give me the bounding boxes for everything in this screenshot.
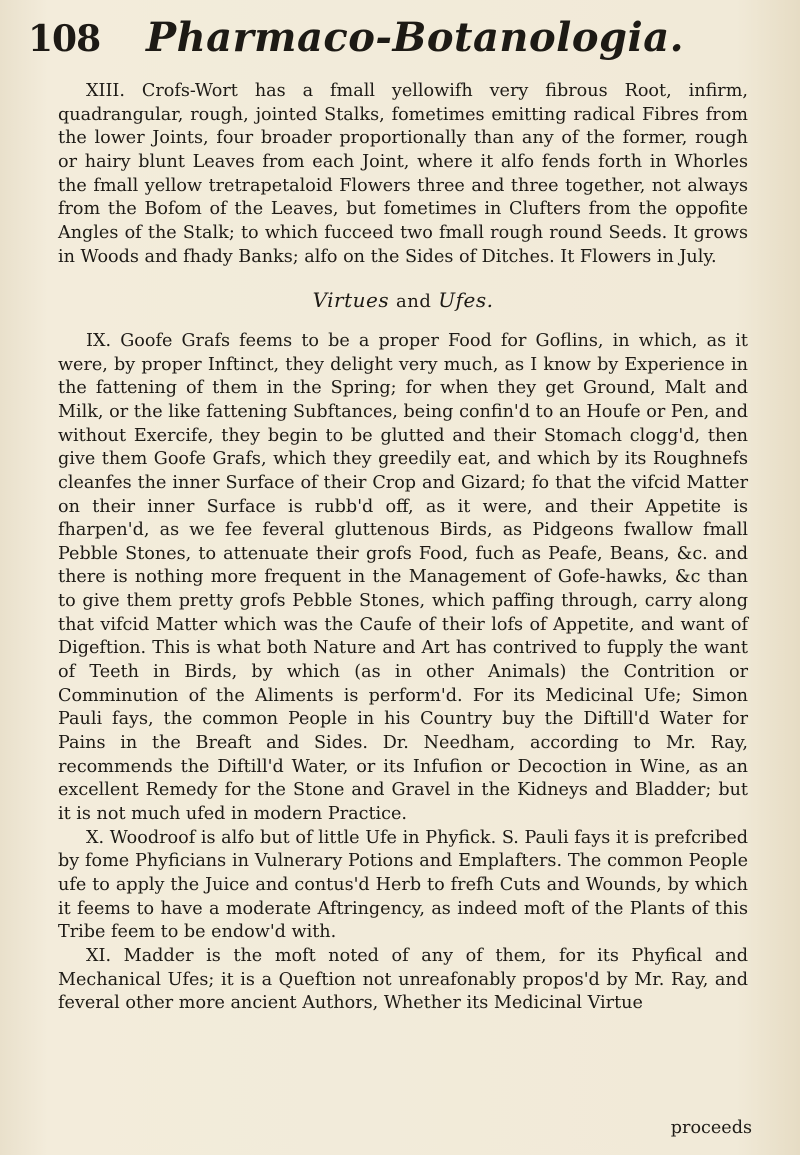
heading-uses: Ufes. (438, 288, 494, 313)
running-title: Pharmaco-Botanologia. (146, 14, 685, 61)
paragraph-xiii-crosswort: XIII. Crofs-Wort has a fmall yellowifh very fibrous Root, infirm, quadrangular, rough, jointed Stalks, fometimes emitting radical Fibres from the lower Joints, four broader proportionally than any of the former, rough or hairy blunt Leaves from each Joint, where it alfo fends forth in Whorles the fmall yellow tretrapetaloid Flowers three and three together, not always from the Bofom of the Leaves, but fometimes in Clufters from the oppofite Angles of the Stalk; to which fucceed two fmall rough round Seeds. It grows in Woods and fhady Banks; alfo on the Sides of Ditches. It Flowers in July. (58, 81, 748, 267)
catchword: proceeds (670, 1118, 752, 1138)
paragraph-xi-madder: XI. Madder is the moft noted of any of them, for its Phyfical and Mechanical Ufes; it is a Queftion not unreafonably propos'd by Mr. Ray, and feveral other more ancient Authors, Whether its Medicinal Virtue (58, 945, 748, 1014)
page-header (28, 14, 768, 64)
paragraph-ix-goose-grass: IX. Goofe Grafs feems to be a proper Food for Goflins, in which, as it were, by proper Inftinct, they delight very much, as I know by Experience in the fattening of them in the Spring; for when they get Ground, Malt and Milk, or the like fattening Subftances, being confin'd to an Houfe or Pen, and without Exercife, they begin to be glutted and their Stomach clogg'd, then give them Goofe Grafs, which they greedily eat, and which by its Roughnefs cleanfes the inner Surface of their Crop and Gizard; fo that the vifcid Matter on their inner Surface is rubb'd off, as it were, and their Appetite is fharpen'd, as we fee feveral gluttenous Birds, as Pidgeons fwallow fmall Pebble Stones, to attenuate their grofs Food, fuch as Peafe, Beans, &c. and there is nothing more frequent in the Management of Gofe-hawks, &c than to give them pretty grofs Pebble Stones, which paffing through, carry along that vifcid Matter which was the Caufe of their lofs of Appetite, and want of Digeftion. This is what both Nature and Art has contrived to fupply the want of Teeth in Birds, by which (as in other Animals) the Contrition or Comminution of the Aliments is perform'd. For its Medicinal Ufe; Simon Pauli fays, the common People in his Country buy the Diftill'd Water for Pains in the Breaft and Sides. Dr. Needham, according to Mr. Ray, recommends the Diftill'd Water, or its Infufion or Decoction in Wine, as an excellent Remedy for the Stone and Gravel in the Kidneys and Bladder; but it is not much ufed in modern Practice. (58, 330, 748, 825)
heading-virtues: Virtues (312, 288, 390, 313)
paragraph-x-woodroof: X. Woodroof is alfo but of little Ufe in Phyfick. S. Pauli fays it is prefcribed by fome Phyficians in Vulnerary Potions and Emplafters. The common People ufe to apply the Juice and contus'd Herb to frefh Cuts and Wounds, by which it feems to have a moderate Aftringency, as indeed moft of the Plants of this Tribe feem to be endow'd with. (58, 827, 748, 943)
page-number: 108 (28, 18, 101, 60)
body-text (58, 80, 748, 1016)
heading-and: and (396, 291, 432, 313)
section-heading-virtues-and-uses (58, 289, 748, 314)
